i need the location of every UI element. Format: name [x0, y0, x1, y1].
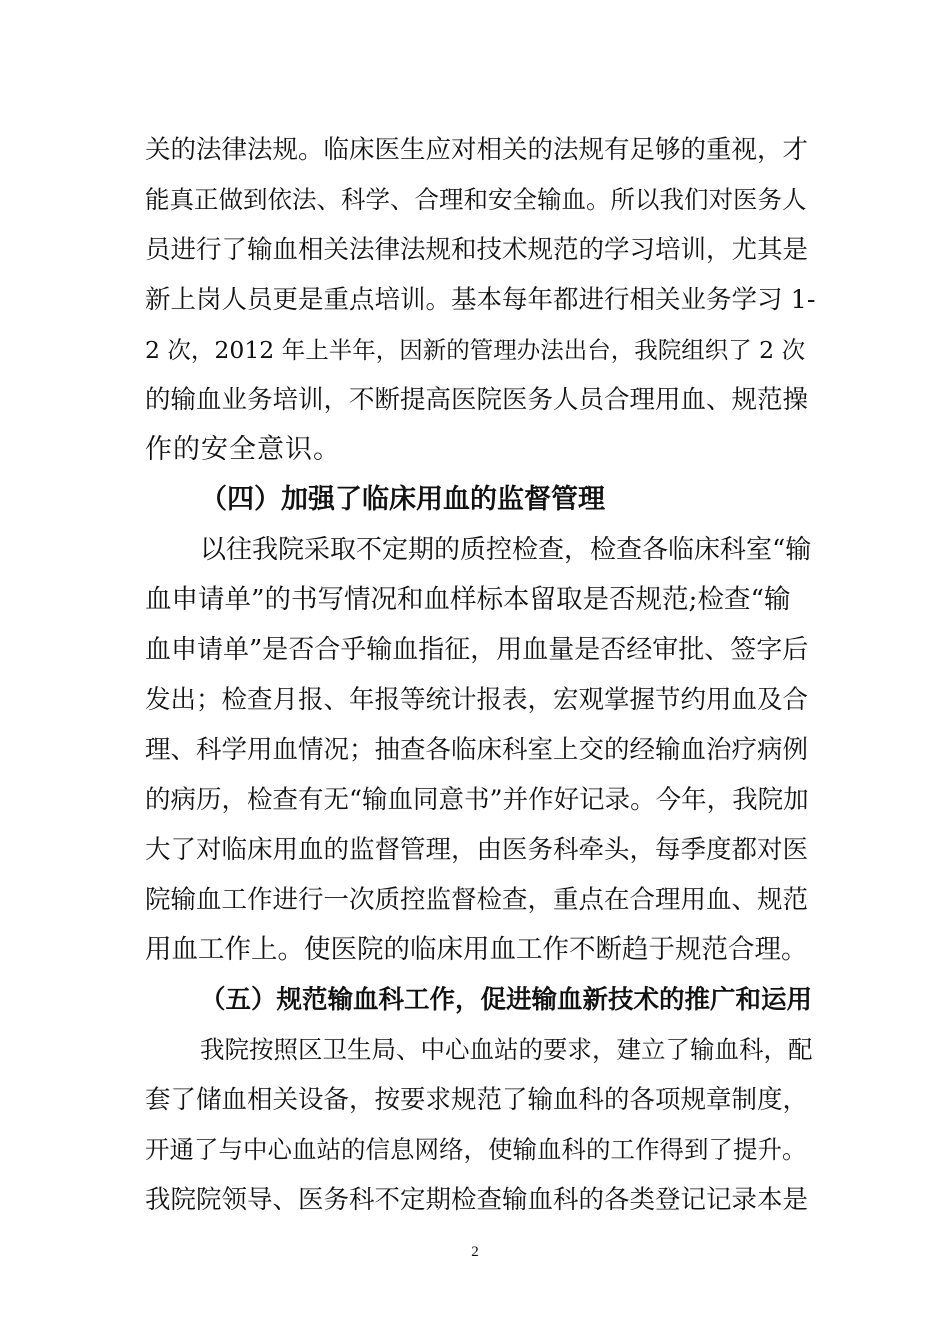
paragraph-3-line-2: 套了储血相关设备，按要求规范了输血科的各项规章制度，	[145, 1085, 809, 1115]
paragraph-1-line-7: 作的安全意识。	[145, 434, 341, 465]
paragraph-2-line-5: 理、科学用血情况；抽查各临床科室上交的经输血治疗病例	[145, 735, 809, 765]
paragraph-2-line-1: 以往我院采取不定期的质控检查，检查各临床科室“输	[200, 535, 812, 565]
paragraph-1-line-3: 员进行了输血相关法律法规和技术规范的学习培训，尤其是	[145, 235, 809, 265]
paragraph-2-line-8: 院输血工作进行一次质控监督检查，重点在合理用血、规范	[145, 885, 809, 915]
paragraph-1-line-2: 能真正做到依法、科学、合理和安全输血。所以我们对医务人	[145, 185, 807, 214]
paragraph-3-line-1: 我院按照区卫生局、中心血站的要求，建立了输血科，配	[200, 1035, 813, 1064]
section-heading-4: （四）加强了临床用血的监督管理	[200, 484, 605, 515]
paragraph-1-line-5: 2 次，2012 年上半年，因新的管理办法出台，我院组织了 2 次	[145, 336, 806, 364]
page-number: 2	[471, 1244, 479, 1260]
paragraph-2-line-3: 血申请单”是否合乎输血指征，用血量是否经审批、签字后	[145, 635, 809, 665]
paragraph-2-line-7: 大了对临床用血的监督管理，由医务科牵头，每季度都对医	[145, 835, 809, 865]
paragraph-2-line-6: 的病历，检查有无“输血同意书”并作好记录。今年，我院加	[145, 785, 809, 815]
paragraph-2-line-4: 发出；检查月报、年报等统计报表，宏观掌握节约用血及合	[145, 685, 809, 715]
paragraph-2-line-9: 用血工作上。使医院的临床用血工作不断趋于规范合理。	[145, 934, 808, 965]
paragraph-3-line-3: 开通了与中心血站的信息网络，使输血科的工作得到了提升。	[145, 1135, 807, 1164]
paragraph-1-line-1: 关的法律法规。临床医生应对相关的法规有足够的重视，才	[145, 135, 809, 165]
paragraph-3-line-4: 我院院领导、医务科不定期检查输血科的各类登记记录本是	[145, 1185, 809, 1215]
paragraph-1-line-6: 的输血业务培训，不断提高医院医务人员合理用血、规范操	[145, 385, 809, 415]
section-heading-5: （五）规范输血科工作，促进输血新技术的推广和运用	[200, 985, 813, 1015]
paragraph-2-line-2: 血申请单”的书写情况和血样标本留取是否规范;检查“输	[145, 584, 791, 615]
paragraph-1-line-4: 新上岗人员更是重点培训。基本每年都进行相关业务学习 1-	[145, 285, 816, 315]
